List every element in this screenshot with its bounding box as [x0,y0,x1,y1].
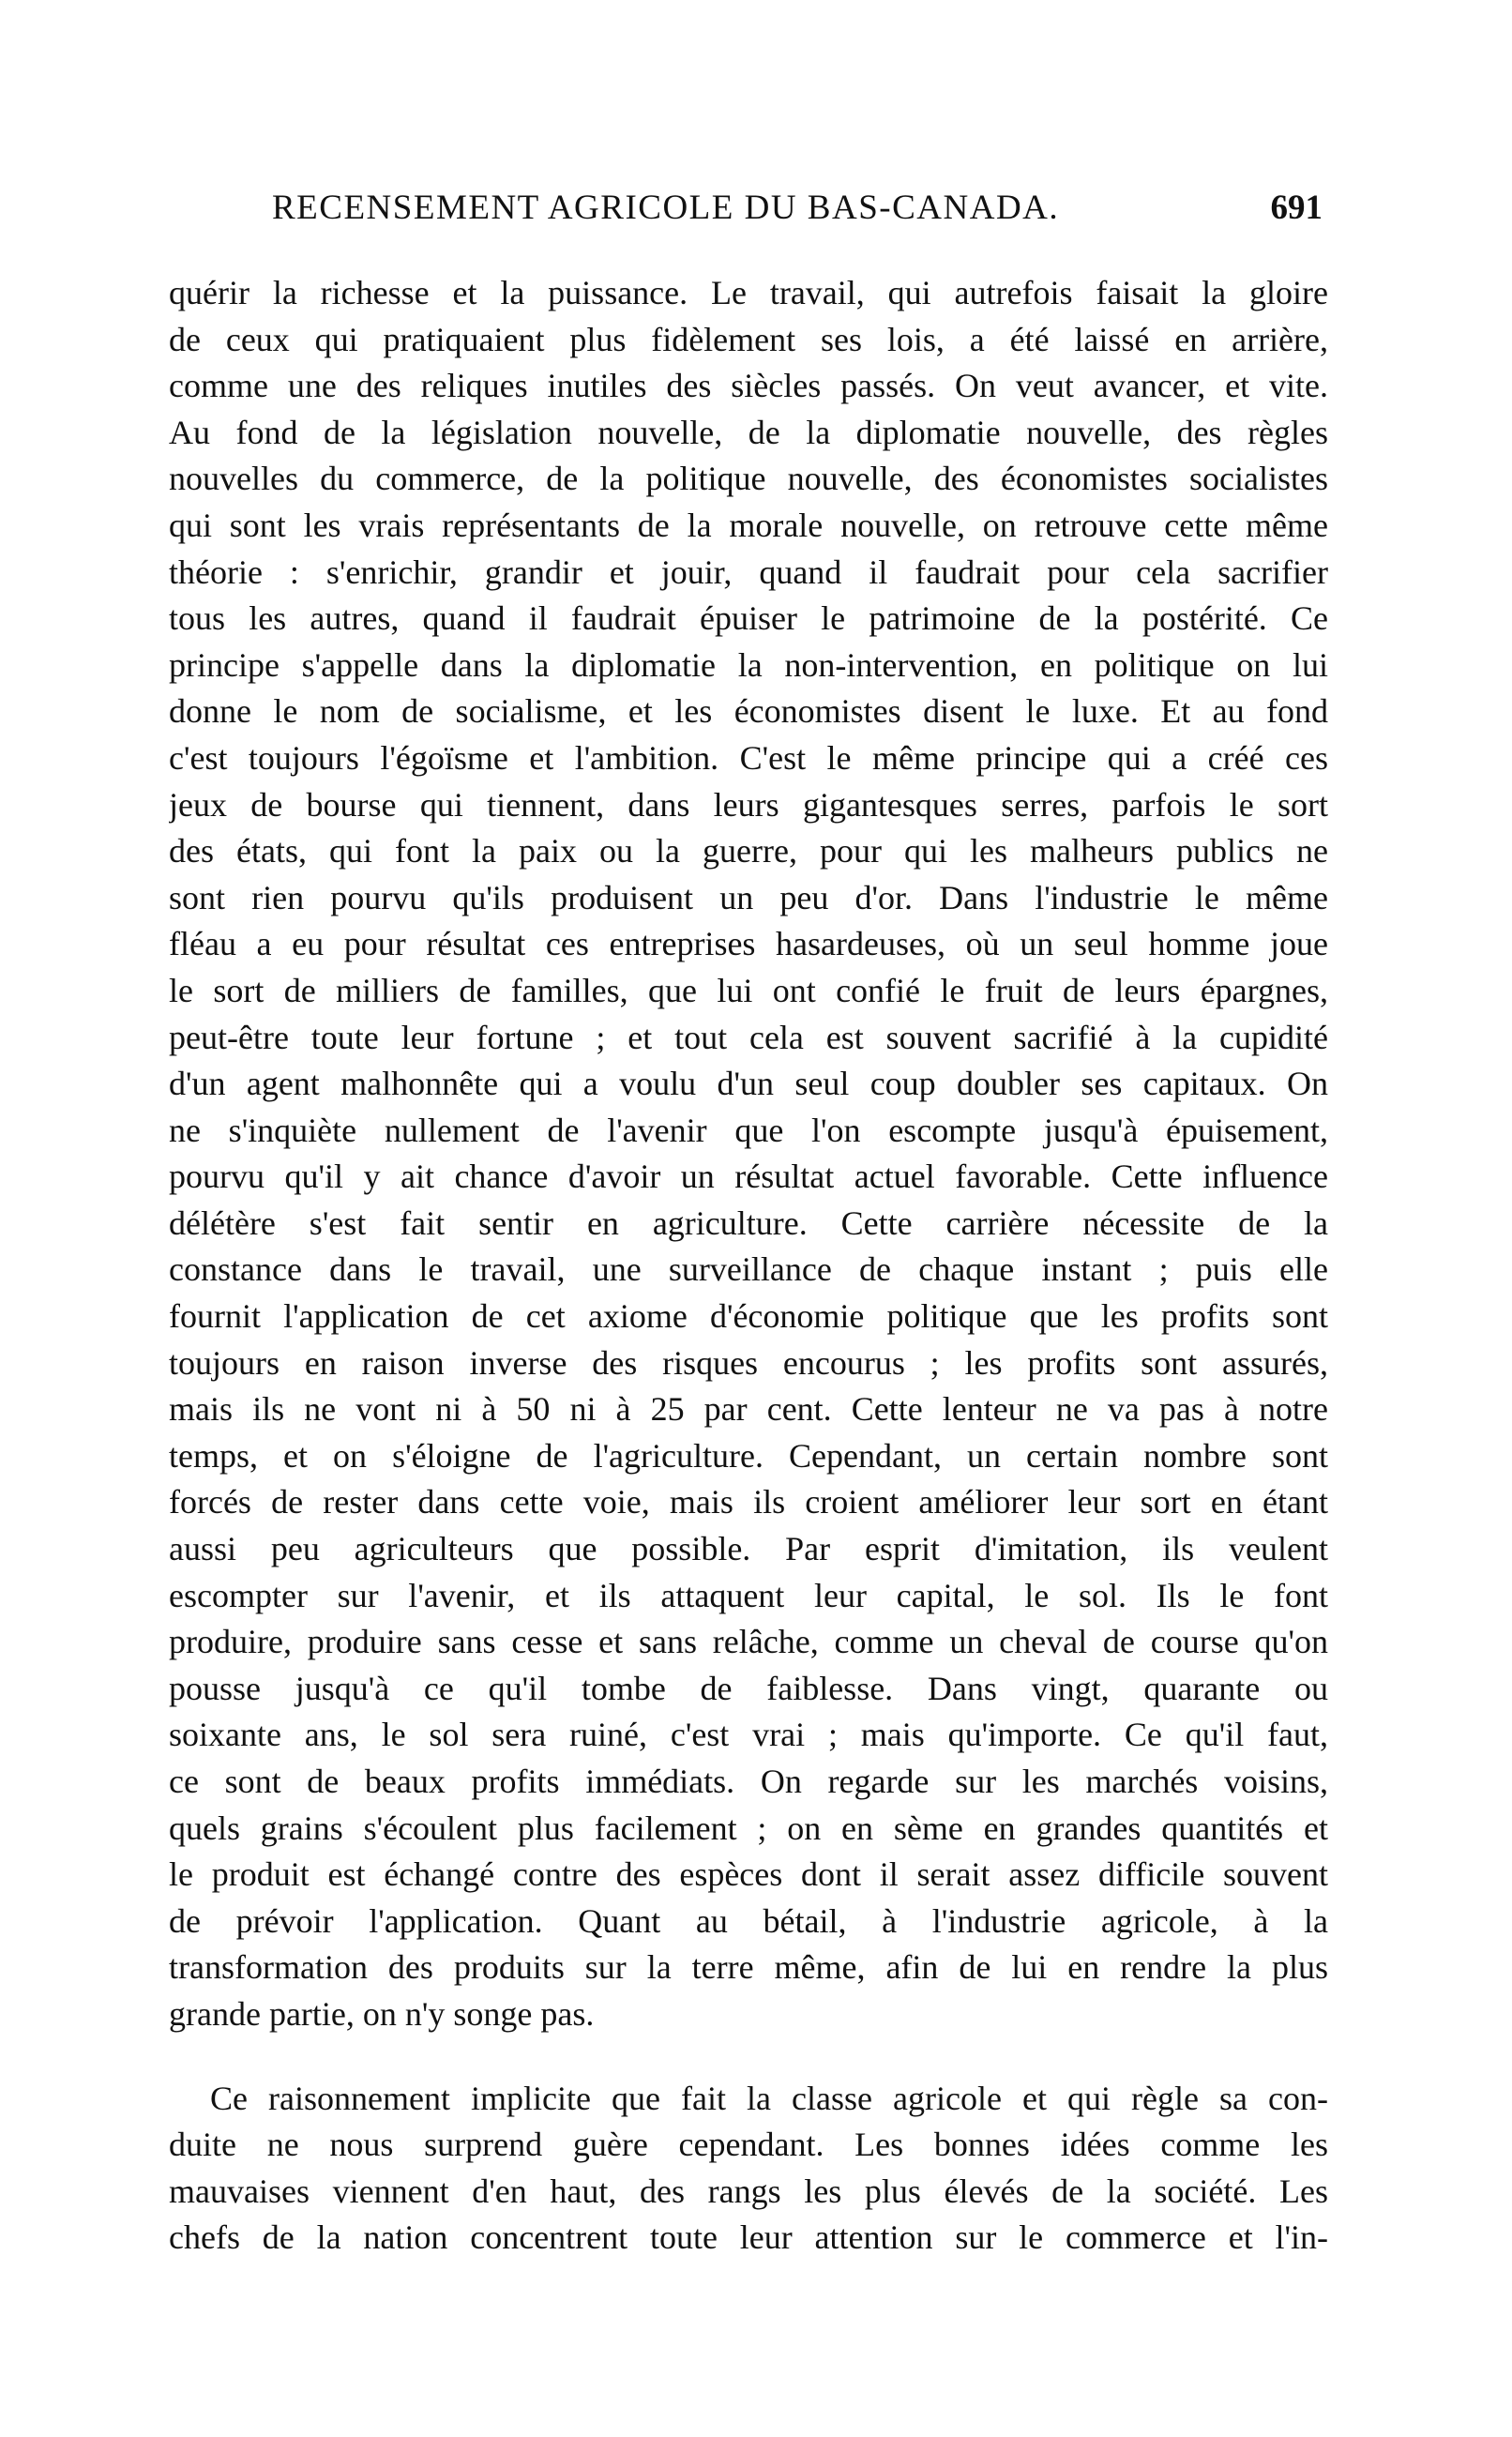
text-line: grande partie, on n'y songe pas. [169,1994,595,2033]
text-line: fournit l'application de cet axiome d'économie politique que les profits sont [169,1297,1328,1336]
text-line: théorie : s'enrichir, grandir et jouir, quand il faudrait pour cela sacrifier [169,552,1328,591]
text-line: duite ne nous surprend guère cependant. Les bonnes idées comme les [169,2126,1328,2164]
text-line: peut-être toute leur fortune ; et tout cela est souvent sacrifié à la cupidité [169,1018,1328,1056]
text-line: mais ils ne vont ni à 50 ni à 25 par cent. Cette lenteur ne va pas à notre [169,1390,1328,1429]
text-line: donne le nom de socialisme, et les économistes disent le luxe. Et au fond [169,692,1328,731]
text-line: quérir la richesse et la puissance. Le travail, qui autrefois faisait la gloire [169,274,1328,311]
text-line: temps, et on s'éloigne de l'agriculture. Cependant, un certain nombre sont [169,1436,1328,1475]
text-line: fléau a eu pour résultat ces entreprises hasardeuses, où un seul homme joue [169,925,1328,963]
text-line: pourvu qu'il y ait chance d'avoir un résultat actuel favorable. Cette influence [169,1158,1328,1196]
paragraph-2 [169,2076,1328,2262]
text-line: jeux de bourse qui tiennent, dans leurs gigantesques serres, parfois le sort [169,785,1328,824]
running-title: RECENSEMENT AGRICOLE DU BAS-CANADA. [272,189,1060,227]
text-line: toujours en raison inverse des risques encourus ; les profits sont assurés, [169,1343,1328,1382]
text-line: principe s'appelle dans la diplomatie la non-intervention, en politique on lui [169,645,1328,684]
text-line: des états, qui font la paix ou la guerre, pour qui les malheurs publics ne [169,832,1328,870]
text-line: le sort de milliers de familles, que lui ont confié le fruit de leurs épargnes, [169,971,1328,1009]
text-line: Ce raisonnement implicite que fait la classe agricole et qui règle sa con- [210,2079,1328,2117]
text-line: pousse jusqu'à ce qu'il tombe de faiblesse. Dans vingt, quarante ou [169,1669,1328,1707]
text-line: délétère s'est fait sentir en agriculture. Cette carrière nécessite de la [169,1203,1328,1242]
text-line: qui sont les vrais représentants de la morale nouvelle, on retrouve cette même [169,506,1328,544]
text-line: produire, produire sans cesse et sans relâche, comme un cheval de course qu'on [169,1623,1328,1661]
text-line: de prévoir l'application. Quant au bétail, à l'industrie agricole, à la [169,1901,1328,1940]
text-line: sont rien pourvu qu'ils produisent un peu d'or. Dans l'industrie le même [169,878,1328,916]
text-line: mauvaises viennent d'en haut, des rangs les plus élevés de la société. Les [169,2172,1328,2210]
text-line: c'est toujours l'égoïsme et l'ambition. C'est le même principe qui a créé ces [169,738,1328,777]
text-line: Au fond de la législation nouvelle, de la diplomatie nouvelle, des règles [169,413,1328,451]
text-line: aussi peu agriculteurs que possible. Par esprit d'imitation, ils veulent [169,1530,1328,1568]
text-line: ne s'inquiète nullement de l'avenir que l'on escompte jusqu'à épuisement, [169,1111,1328,1149]
paragraph-1 [169,270,1328,2038]
text-line: quels grains s'écoulent plus facilement ; on en sème en grandes quantités et [169,1809,1328,1847]
text-line: constance dans le travail, une surveillance de chaque instant ; puis elle [169,1250,1328,1289]
text-line: comme une des reliques inutiles des siècles passés. On veut avancer, et vite. [169,367,1328,405]
text-line: soixante ans, le sol sera ruiné, c'est vrai ; mais qu'importe. Ce qu'il faut, [169,1716,1328,1754]
text-line: ce sont de beaux profits immédiats. On regarde sur les marchés voisins, [169,1763,1328,1800]
text-line: le produit est échangé contre des espèces dont il serait assez difficile souvent [169,1855,1328,1894]
page-number: 691 [1270,189,1323,227]
text-line: forcés de rester dans cette voie, mais ils croient améliorer leur sort en étant [169,1483,1328,1521]
text-line: nouvelles du commerce, de la politique nouvelle, des économistes socialistes [169,460,1328,498]
text-line: escompter sur l'avenir, et ils attaquent leur capital, le sol. Ils le font [169,1576,1328,1614]
text-line: de ceux qui pratiquaient plus fidèlement ses lois, a été laissé en arrière, [169,320,1328,358]
running-head [272,184,1323,240]
body-text [169,270,1328,2262]
text-line: transformation des produits sur la terre même, afin de lui en rendre la plus [169,1948,1328,1987]
text-line: tous les autres, quand il faudrait épuiser le patrimoine de la postérité. Ce [169,599,1328,638]
text-line: d'un agent malhonnête qui a voulu d'un seul coup doubler ses capitaux. On [169,1065,1328,1103]
text-line: chefs de la nation concentrent toute leur attention sur le commerce et l'in- [169,2218,1328,2257]
